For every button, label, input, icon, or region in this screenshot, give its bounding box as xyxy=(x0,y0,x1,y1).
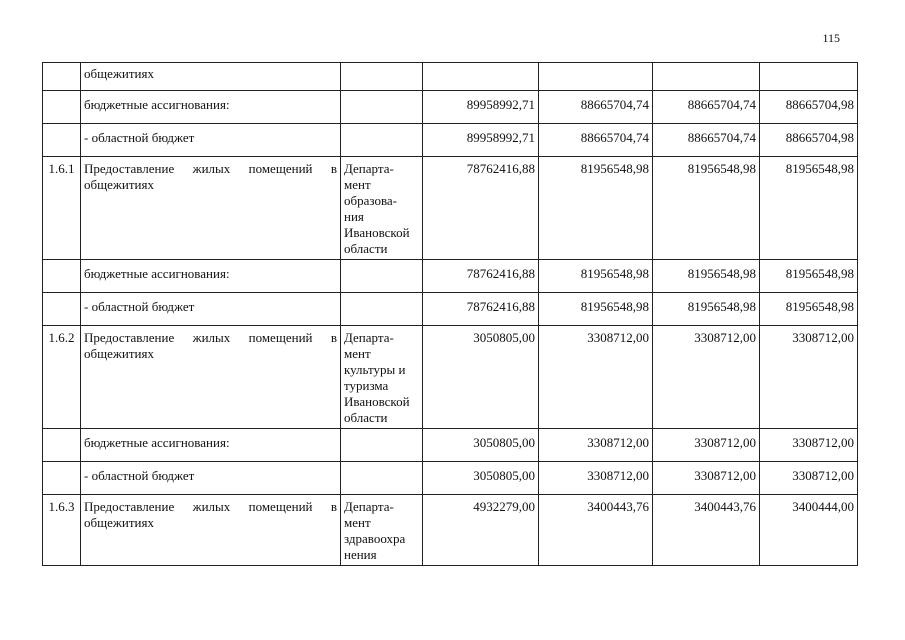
row-number: 1.6.1 xyxy=(43,157,81,260)
table-row xyxy=(43,293,858,326)
value-cell: 3308712,00 xyxy=(539,429,653,462)
value-cell: 3308712,00 xyxy=(760,429,858,462)
row-number: 1.6.2 xyxy=(43,326,81,429)
row-name: - областной бюджет xyxy=(81,293,341,326)
value-cell: 88665704,74 xyxy=(539,91,653,124)
value-cell xyxy=(539,63,653,91)
value-cell: 81956548,98 xyxy=(653,260,760,293)
value-cell: 88665704,98 xyxy=(760,124,858,157)
value-cell: 3308712,00 xyxy=(653,462,760,495)
row-name: Предоставление жилых помещений в общежитиях xyxy=(81,326,341,429)
table-row xyxy=(43,462,858,495)
value-cell: 3308712,00 xyxy=(653,326,760,429)
value-cell: 81956548,98 xyxy=(539,293,653,326)
row-number xyxy=(43,124,81,157)
row-executor xyxy=(341,293,423,326)
table-row xyxy=(43,260,858,293)
value-cell: 3308712,00 xyxy=(539,462,653,495)
table-row xyxy=(43,326,858,429)
value-cell: 81956548,98 xyxy=(653,293,760,326)
table-row xyxy=(43,429,858,462)
value-cell xyxy=(760,63,858,91)
row-name: - областной бюджет xyxy=(81,462,341,495)
value-cell: 88665704,98 xyxy=(760,91,858,124)
row-executor xyxy=(341,260,423,293)
value-cell xyxy=(423,63,539,91)
value-cell: 3308712,00 xyxy=(653,429,760,462)
value-cell: 3400444,00 xyxy=(760,495,858,566)
row-executor: Департа- мент здравоохра нения xyxy=(341,495,423,566)
value-cell: 3308712,00 xyxy=(760,326,858,429)
value-cell: 4932279,00 xyxy=(423,495,539,566)
value-cell: 88665704,74 xyxy=(653,124,760,157)
value-cell: 81956548,98 xyxy=(760,293,858,326)
row-name: Предоставление жилых помещений в общежитиях xyxy=(81,495,341,566)
value-cell: 3050805,00 xyxy=(423,429,539,462)
value-cell: 78762416,88 xyxy=(423,293,539,326)
row-executor xyxy=(341,429,423,462)
row-executor xyxy=(341,91,423,124)
table-row xyxy=(43,495,858,566)
row-number xyxy=(43,63,81,91)
row-number xyxy=(43,429,81,462)
row-number xyxy=(43,260,81,293)
value-cell: 3308712,00 xyxy=(760,462,858,495)
row-executor: Департа- мент образова- ния Ивановской области xyxy=(341,157,423,260)
row-number: 1.6.3 xyxy=(43,495,81,566)
row-executor xyxy=(341,462,423,495)
table-row xyxy=(43,157,858,260)
row-name: бюджетные ассигнования: xyxy=(81,429,341,462)
table-row xyxy=(43,63,858,91)
value-cell: 89958992,71 xyxy=(423,124,539,157)
row-name: бюджетные ассигнования: xyxy=(81,91,341,124)
row-executor xyxy=(341,63,423,91)
row-name: - областной бюджет xyxy=(81,124,341,157)
value-cell: 89958992,71 xyxy=(423,91,539,124)
value-cell: 78762416,88 xyxy=(423,260,539,293)
value-cell: 3050805,00 xyxy=(423,326,539,429)
value-cell: 81956548,98 xyxy=(653,157,760,260)
row-name: бюджетные ассигнования: xyxy=(81,260,341,293)
value-cell xyxy=(653,63,760,91)
value-cell: 81956548,98 xyxy=(539,157,653,260)
value-cell: 88665704,74 xyxy=(653,91,760,124)
row-executor xyxy=(341,124,423,157)
row-executor: Департа- мент культуры и туризма Ивановской области xyxy=(341,326,423,429)
row-name: Предоставление жилых помещений в общежитиях xyxy=(81,157,341,260)
value-cell: 81956548,98 xyxy=(760,260,858,293)
page-number: 115 xyxy=(822,31,840,45)
value-cell: 3050805,00 xyxy=(423,462,539,495)
row-number xyxy=(43,293,81,326)
budget-table xyxy=(42,62,858,566)
value-cell: 78762416,88 xyxy=(423,157,539,260)
value-cell: 3400443,76 xyxy=(539,495,653,566)
row-number xyxy=(43,462,81,495)
row-number xyxy=(43,91,81,124)
row-name: общежитиях xyxy=(81,63,341,91)
value-cell: 3400443,76 xyxy=(653,495,760,566)
value-cell: 81956548,98 xyxy=(539,260,653,293)
value-cell: 81956548,98 xyxy=(760,157,858,260)
table-row xyxy=(43,124,858,157)
table-row xyxy=(43,91,858,124)
value-cell: 3308712,00 xyxy=(539,326,653,429)
value-cell: 88665704,74 xyxy=(539,124,653,157)
